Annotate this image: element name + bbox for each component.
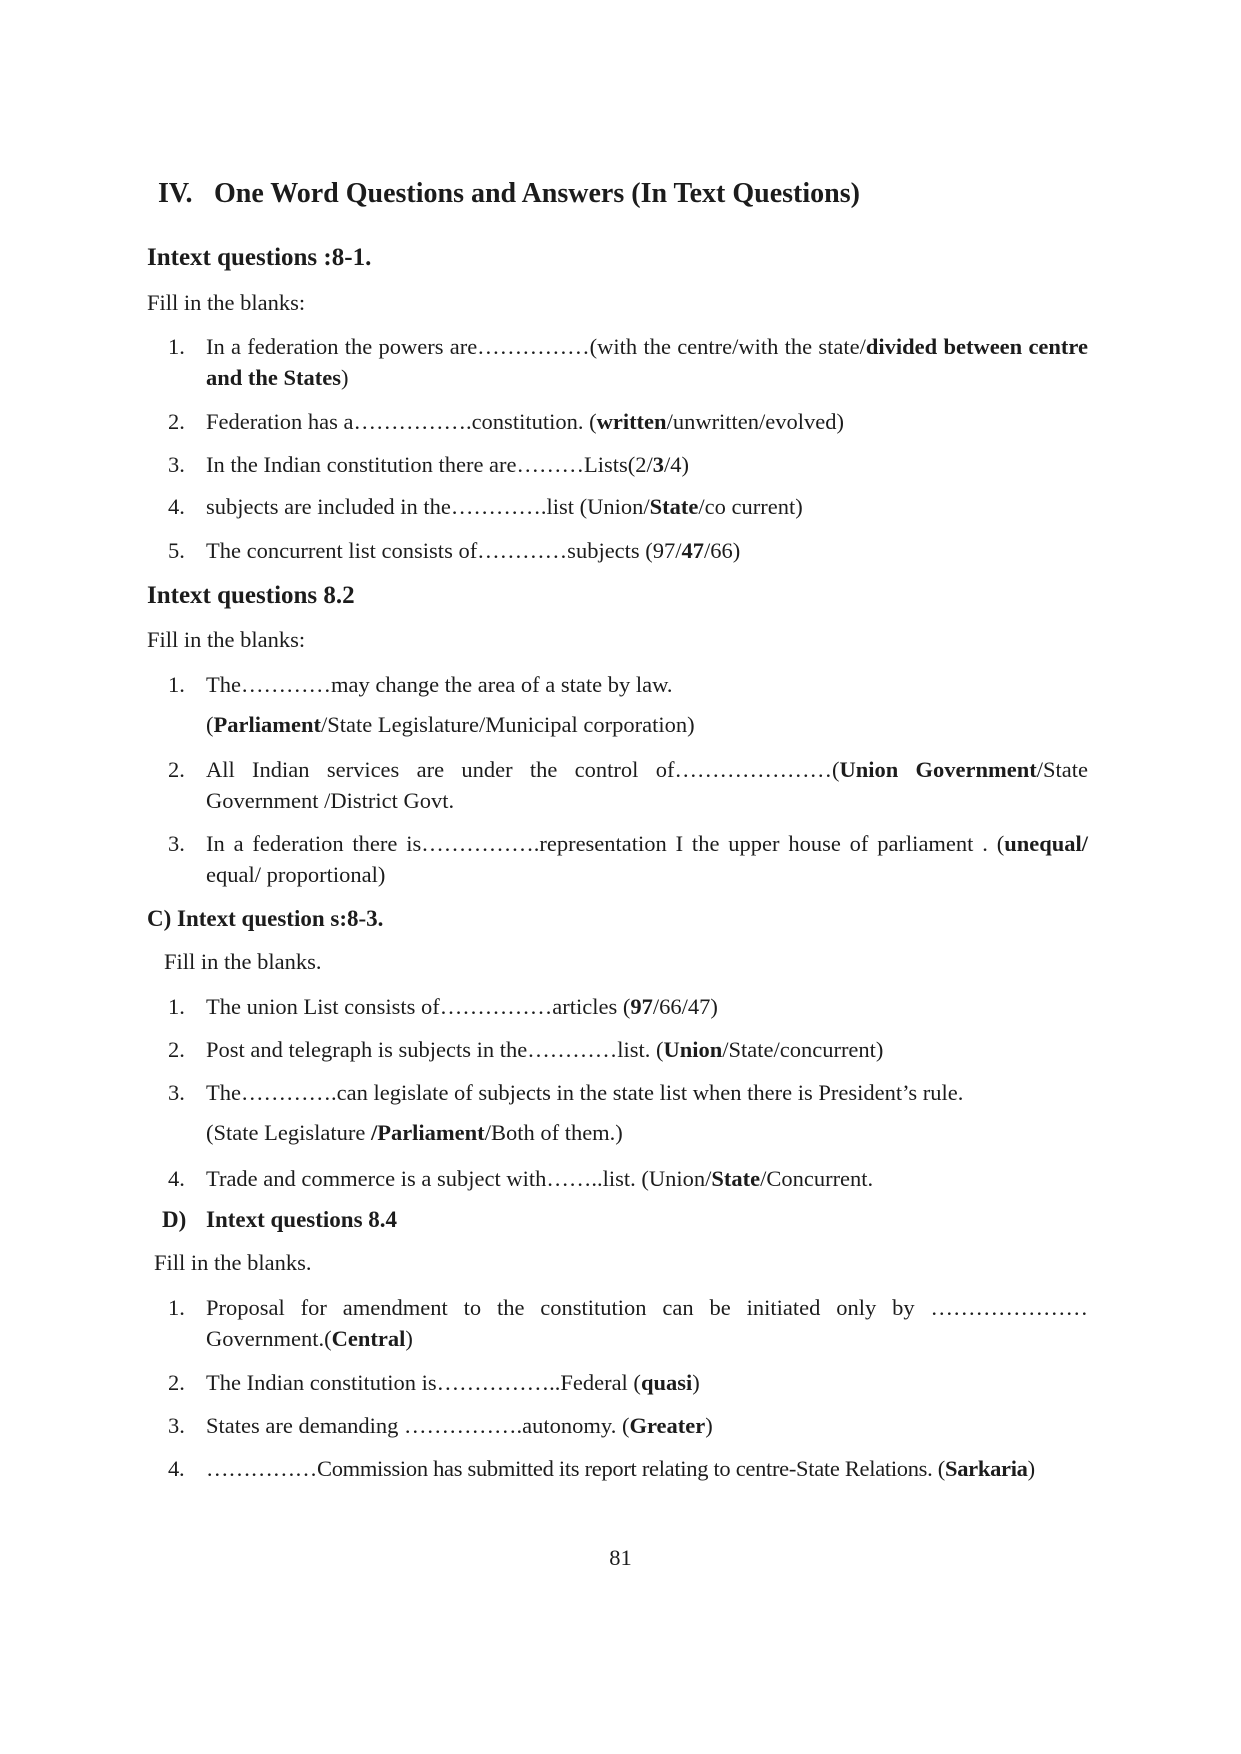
- options-8-3-3: (State Legislature /Parliament/Both of them.): [206, 1120, 623, 1145]
- answer: quasi: [640, 1370, 693, 1395]
- answer: written: [596, 409, 667, 434]
- answer: Parliament: [213, 712, 321, 737]
- answer: /Parliament: [370, 1120, 485, 1145]
- question-8-1-5: 5. The concurrent list consists of…………subjects (97/47/66): [168, 538, 741, 563]
- subsection-letter: D): [162, 1207, 187, 1232]
- question-8-4-1: 1. Proposal for amendment to the constitution can be initiated only by ………………… Government.(Central): [168, 1295, 1088, 1351]
- section-heading: [158, 178, 860, 210]
- question-8-3-4: 4. Trade and commerce is a subject with……..list. (Union/State/Concurrent.: [168, 1166, 874, 1191]
- question-8-2-2: 2. All Indian services are under the control of…………………(Union Government/State Government /District Govt.: [168, 757, 1089, 813]
- subsection-title-8-3: C) Intext question s:8-3.: [147, 906, 384, 931]
- instruction-8-1: Fill in the blanks:: [147, 290, 306, 315]
- heading-roman-numeral: IV.: [158, 178, 193, 209]
- answer: State: [649, 494, 699, 519]
- answer: 3: [652, 452, 665, 477]
- answer: Union: [663, 1037, 723, 1062]
- question-8-3-2: 2. Post and telegraph is subjects in the…………list. (Union/State/concurrent): [168, 1037, 884, 1062]
- answer: Central: [331, 1326, 406, 1351]
- answer: Greater: [629, 1413, 706, 1438]
- instruction-8-3: Fill in the blanks.: [164, 949, 322, 974]
- question-8-4-2: 2. The Indian constitution is……………..Federal (quasi): [168, 1370, 700, 1395]
- answer: 97: [630, 994, 653, 1019]
- subsection-title-8-2: Intext questions 8.2: [147, 582, 355, 609]
- answer: 47: [681, 538, 705, 563]
- question-8-2-1: 1. The…………may change the area of a state by law.: [168, 672, 673, 697]
- subsection-title-8-1: Intext questions :8-1.: [147, 244, 372, 271]
- question-8-1-4: 4. subjects are included in the………….list (Union/State/co current): [168, 494, 803, 519]
- question-8-1-3: 3. In the Indian constitution there are………Lists(2/3/4): [168, 452, 690, 477]
- page-number: 81: [609, 1545, 632, 1570]
- question-8-4-3: 3. States are demanding …………….autonomy. (Greater): [168, 1413, 713, 1438]
- answer: divided between centre and the States: [206, 334, 1088, 390]
- question-8-2-3: 3. In a federation there is…………….representation I the upper house of parliament . (unequal/ equal/ proportional): [168, 831, 1088, 887]
- instruction-8-2: Fill in the blanks:: [147, 627, 306, 652]
- question-8-3-3: 3. The………….can legislate of subjects in the state list when there is President’s rule.: [168, 1080, 964, 1105]
- answer: Union Government: [839, 757, 1037, 782]
- options-8-2-1: (Parliament/State Legislature/Municipal corporation): [206, 712, 695, 737]
- answer: Sarkaria: [945, 1456, 1028, 1481]
- heading-title: One Word Questions and Answers (In Text Questions): [214, 178, 860, 209]
- subsection-title-8-4: [162, 1207, 397, 1233]
- subsection-title-text: Intext questions 8.4: [206, 1207, 398, 1232]
- answer: State: [711, 1166, 761, 1191]
- question-8-1-1: 1. In a federation the powers are……………(with the centre/with the state/divided between centre and the States): [168, 334, 1088, 390]
- answer: unequal/: [1004, 831, 1088, 856]
- question-8-1-2: 2. Federation has a…………….constitution. (written/unwritten/evolved): [168, 409, 845, 434]
- instruction-8-4: Fill in the blanks.: [154, 1250, 312, 1275]
- question-8-3-1: 1. The union List consists of……………articles (97/66/47): [168, 994, 718, 1019]
- question-8-4-4: 4. ……………Commission has submitted its report relating to centre-State Relations. (Sarkaria): [168, 1456, 1035, 1481]
